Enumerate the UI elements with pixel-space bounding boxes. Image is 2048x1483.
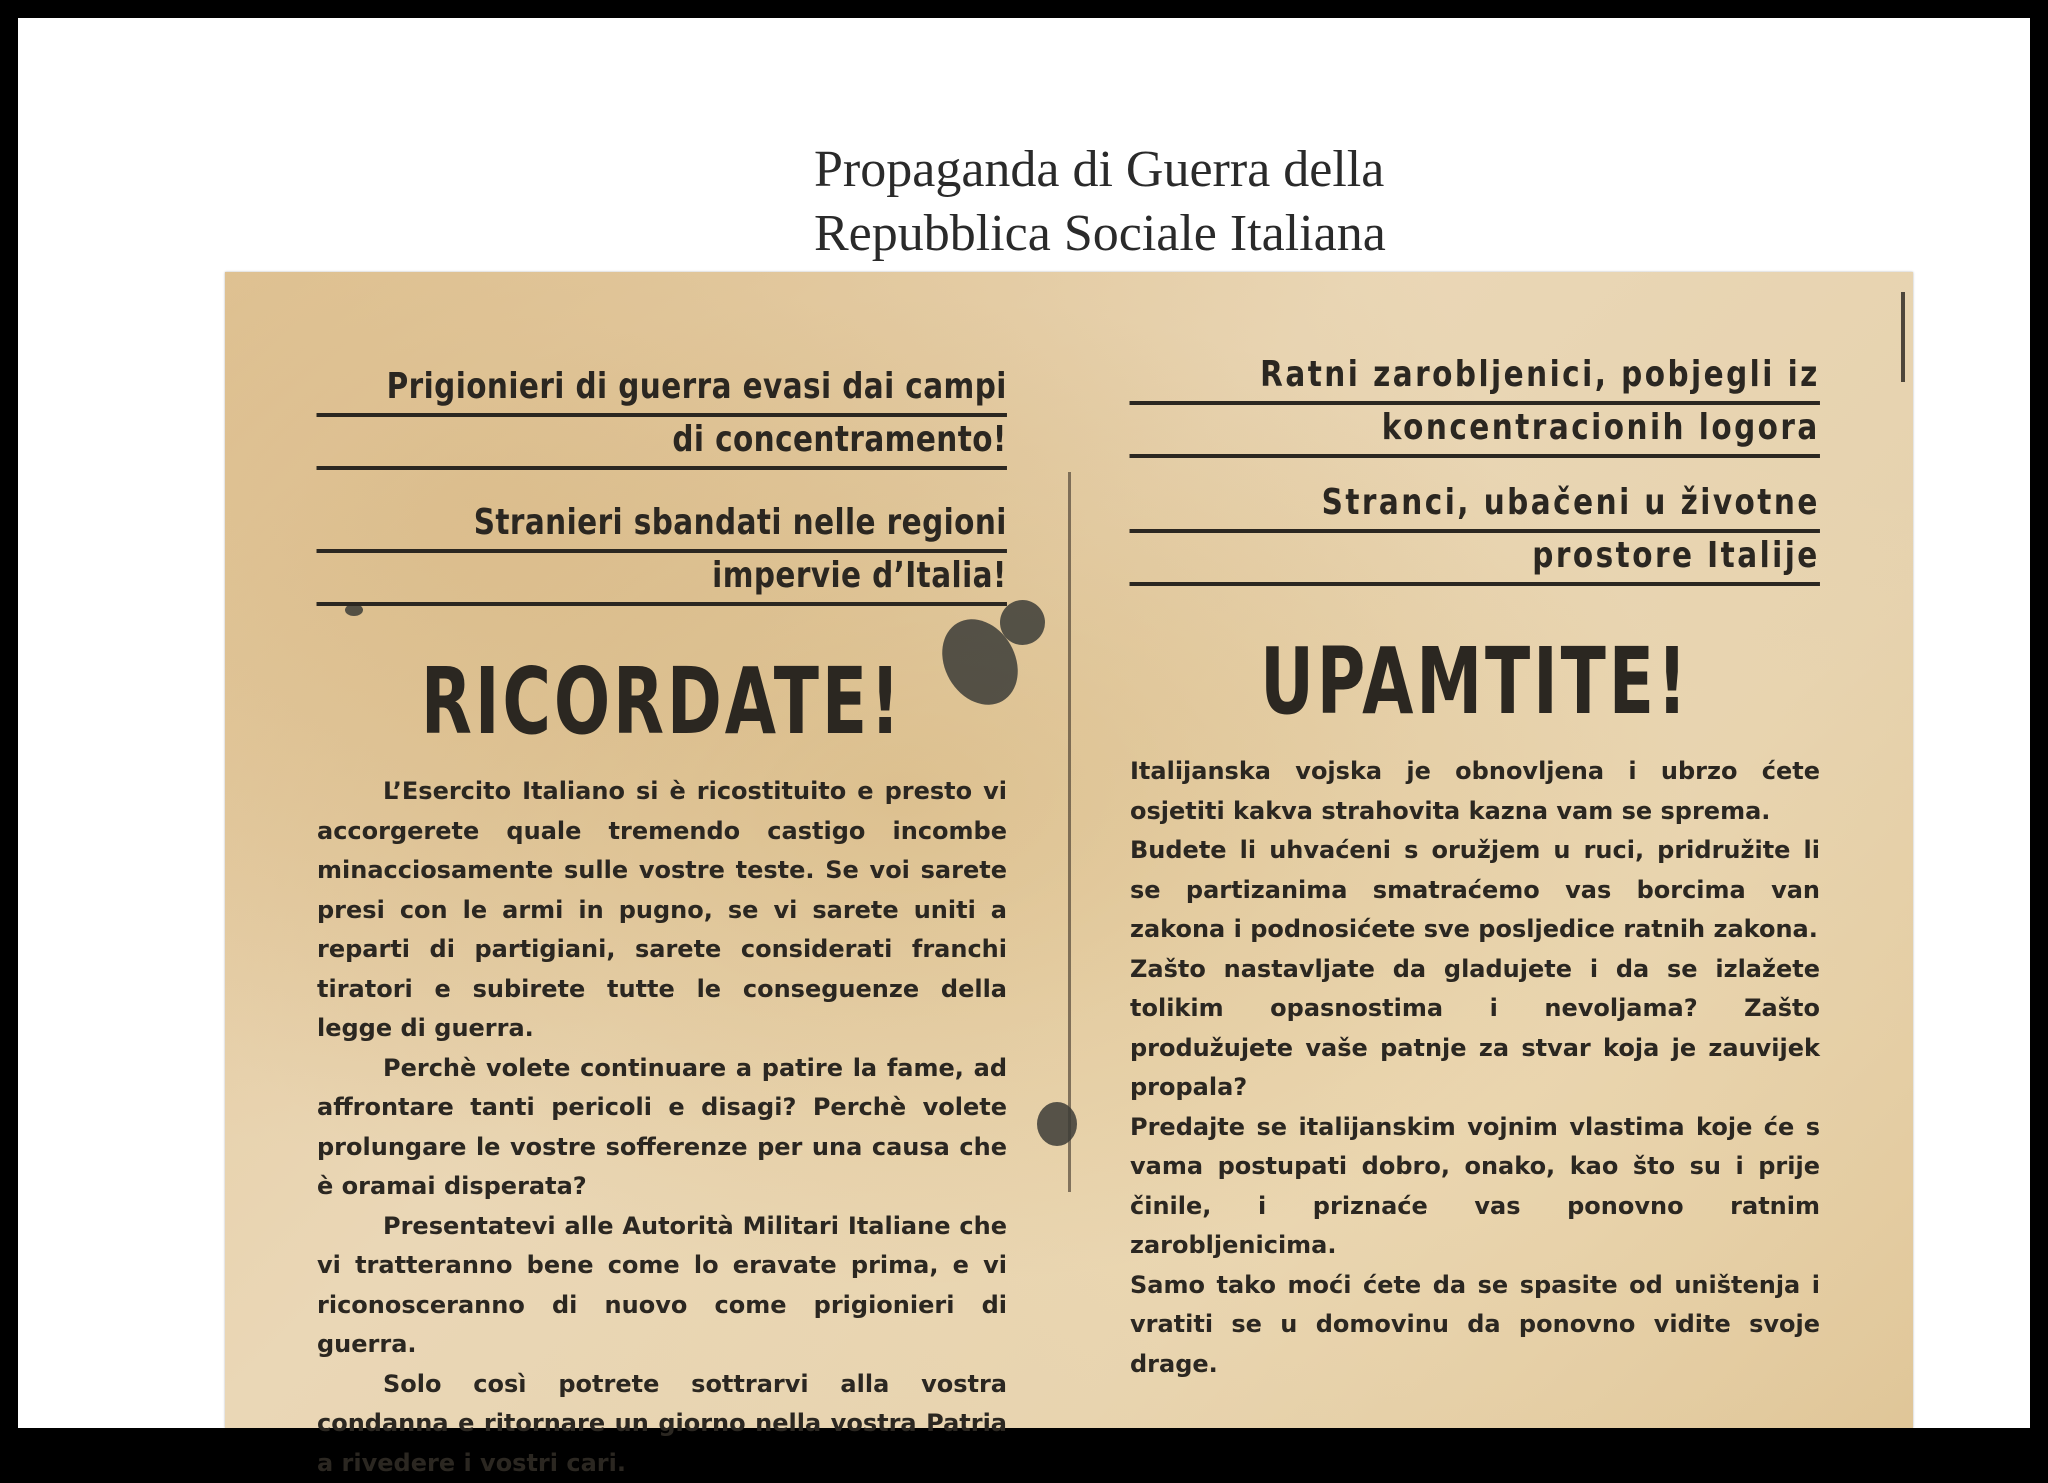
croatian-heading-1-line-2: koncentracionih logora: [1130, 405, 1820, 458]
italian-heading-1-line-2: di concentramento!: [317, 417, 1007, 470]
italian-heading-2-line-1: Stranieri sbandati nelle regioni: [317, 500, 1007, 553]
edge-mark: [1901, 292, 1905, 382]
ink-stain: [1000, 600, 1045, 645]
italian-heading-2: [317, 500, 1007, 606]
croatian-heading-2-line-1: Stranci, ubačeni u životne: [1130, 480, 1820, 533]
column-divider: [1068, 472, 1071, 1192]
italian-body: [317, 772, 1007, 1483]
croatian-paragraph: Italijanska vojska je obnovljena i ubrzo ćete osjetiti kakva strahovita kazna vam se sprema.: [1130, 752, 1820, 831]
croatian-paragraph: Zašto nastavljate da gladujete i da se izlažete tolikim opasnostima i nevoljama? Zašto produžujete vaše patnje za stvar koja je zauvijek propala?: [1130, 950, 1820, 1108]
leaflet: [225, 272, 1913, 1428]
croatian-heading-1-line-1: Ratni zarobljenici, pobjegli iz: [1130, 352, 1820, 405]
caption-line-2: Repubblica Sociale Italiana: [514, 202, 1534, 266]
croatian-paragraph: Budete li uhvaćeni s oružjem u ruci, pridružite li se partizanima smatraćemo vas borcima van zakona i podnosićete sve posljedice ratnih zakona.: [1130, 831, 1820, 950]
italian-paragraph: Perchè volete continuare a patire la fame, ad affrontare tanti pericoli e disagi? Perchè volete prolungare le vostre sofferenze per una causa che è oramai disperata?: [317, 1049, 1007, 1207]
croatian-heading-2-line-2: prostore Italije: [1130, 533, 1820, 586]
croatian-heading-1: [1130, 352, 1820, 458]
italian-heading-1: [317, 364, 1007, 470]
croatian-paragraph: Predajte se italijanskim vojnim vlastima koje će s vama postupati dobro, onako, kao što su i prije činile, i priznaće vas ponovno ratnim zarobljenicima.: [1130, 1108, 1820, 1266]
caption-line-1: Propaganda di Guerra della: [514, 138, 1534, 202]
italian-heading-1-line-1: Prigionieri di guerra evasi dai campi: [317, 364, 1007, 417]
croatian-paragraph: Samo tako moći ćete da se spasite od uništenja i vratiti se u domovinu da ponovno vidite svoje drage.: [1130, 1266, 1820, 1385]
italian-title: RICORDATE!: [414, 652, 911, 752]
croatian-title: UPAMTITE!: [1227, 632, 1724, 732]
italian-heading-2-line-2: impervie d’Italia!: [317, 553, 1007, 606]
ink-stain: [1037, 1102, 1077, 1146]
italian-paragraph: L’Esercito Italiano si è ricostituito e presto vi accorgerete quale tremendo castigo incombe minacciosamente sulle vostre teste. Se voi sarete presi con le armi in pugno, se vi sarete uniti a reparti di partigiani, sarete considerati franchi tiratori e subirete tutte le conseguenze della legge di guerra.: [317, 772, 1007, 1049]
croatian-heading-2: [1130, 480, 1820, 586]
croatian-body: [1130, 752, 1820, 1384]
italian-paragraph: Solo così potrete sottrarvi alla vostra condanna e ritornare un giorno nella vostra Patria a rivedere i vostri cari.: [317, 1365, 1007, 1483]
caption: [18, 138, 2030, 266]
italian-paragraph: Presentatevi alle Autorità Militari Italiane che vi tratteranno bene come lo eravate prima, e vi riconosceranno di nuovo come prigionieri di guerra.: [317, 1207, 1007, 1365]
